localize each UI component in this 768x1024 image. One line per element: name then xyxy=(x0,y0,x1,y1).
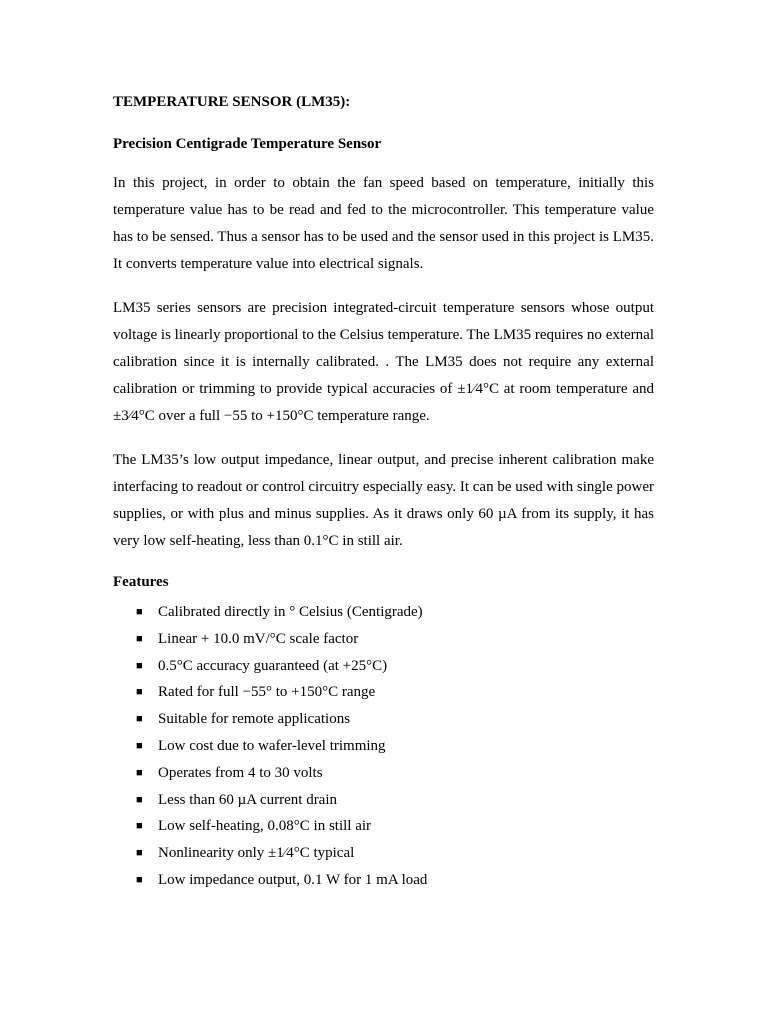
feature-text: Low self-heating, 0.08°C in still air xyxy=(158,818,372,835)
document-title: TEMPERATURE SENSOR (LM35): xyxy=(113,94,351,110)
features-heading: Features xyxy=(113,574,169,590)
feature-item xyxy=(113,653,654,680)
square-bullet-icon: ■ xyxy=(136,793,143,806)
paragraph-lm35-description: LM35 series sensors are precision integrated-circuit temperature sensors whose output voltage is linearly proportional to the Celsius temperature. The LM35 requires no external calibration since it is internally calibrated. . The LM35 does not require any external calibration or trimming to provide typical accuracies of ±1⁄4°C at room temperature and ±3⁄4°C over a full −55 to +150°C temperature range. xyxy=(113,300,654,424)
feature-item xyxy=(113,599,654,626)
paragraph-intro: In this project, in order to obtain the fan speed based on temperature, initially this temperature value has to be read and fed to the microcontroller. This temperature value has to be sensed. Thus a sensor has to be used and the sensor used in this project is LM35. It converts temperature value into electrical signals. xyxy=(113,175,654,272)
feature-text: 0.5°C accuracy guaranteed (at +25°C) xyxy=(158,657,388,674)
square-bullet-icon: ■ xyxy=(136,659,143,672)
feature-item xyxy=(113,760,654,787)
square-bullet-icon: ■ xyxy=(136,873,143,886)
square-bullet-icon: ■ xyxy=(136,632,143,645)
feature-text: Linear + 10.0 mV/°C scale factor xyxy=(158,630,359,647)
features-list xyxy=(113,599,654,894)
feature-text: Operates from 4 to 30 volts xyxy=(158,764,323,781)
square-bullet-icon: ■ xyxy=(136,739,143,752)
feature-item xyxy=(113,706,654,733)
square-bullet-icon: ■ xyxy=(136,713,143,726)
square-bullet-icon: ■ xyxy=(136,606,143,618)
paragraph-lm35-interfacing: The LM35’s low output impedance, linear output, and precise inherent calibration make interfacing to readout or control circuitry especially easy. It can be used with single power supplies, or with plus and minus supplies. As it draws only 60 µA from its supply, it has very low self-heating, less than 0.1°C in still air. xyxy=(113,452,654,549)
feature-item xyxy=(113,626,654,653)
document-subtitle: Precision Centigrade Temperature Sensor xyxy=(113,136,382,152)
square-bullet-icon: ■ xyxy=(136,820,143,833)
feature-item xyxy=(113,867,654,894)
square-bullet-icon: ■ xyxy=(136,847,143,860)
square-bullet-icon: ■ xyxy=(136,686,143,699)
feature-text: Less than 60 µA current drain xyxy=(158,791,338,808)
feature-text: Rated for full −55° to +150°C range xyxy=(158,684,376,701)
feature-text: Low impedance output, 0.1 W for 1 mA load xyxy=(158,871,428,888)
square-bullet-icon: ■ xyxy=(136,766,143,779)
document-content xyxy=(113,92,654,894)
feature-item xyxy=(113,840,654,867)
feature-item xyxy=(113,679,654,706)
feature-item xyxy=(113,733,654,760)
feature-item xyxy=(113,787,654,814)
feature-text: Nonlinearity only ±1⁄4°C typical xyxy=(158,845,355,862)
feature-text: Suitable for remote applications xyxy=(158,711,351,728)
feature-text: Low cost due to wafer-level trimming xyxy=(158,737,386,754)
feature-item xyxy=(113,813,654,840)
feature-text: Calibrated directly in ° Celsius (Centigrade) xyxy=(158,604,423,620)
